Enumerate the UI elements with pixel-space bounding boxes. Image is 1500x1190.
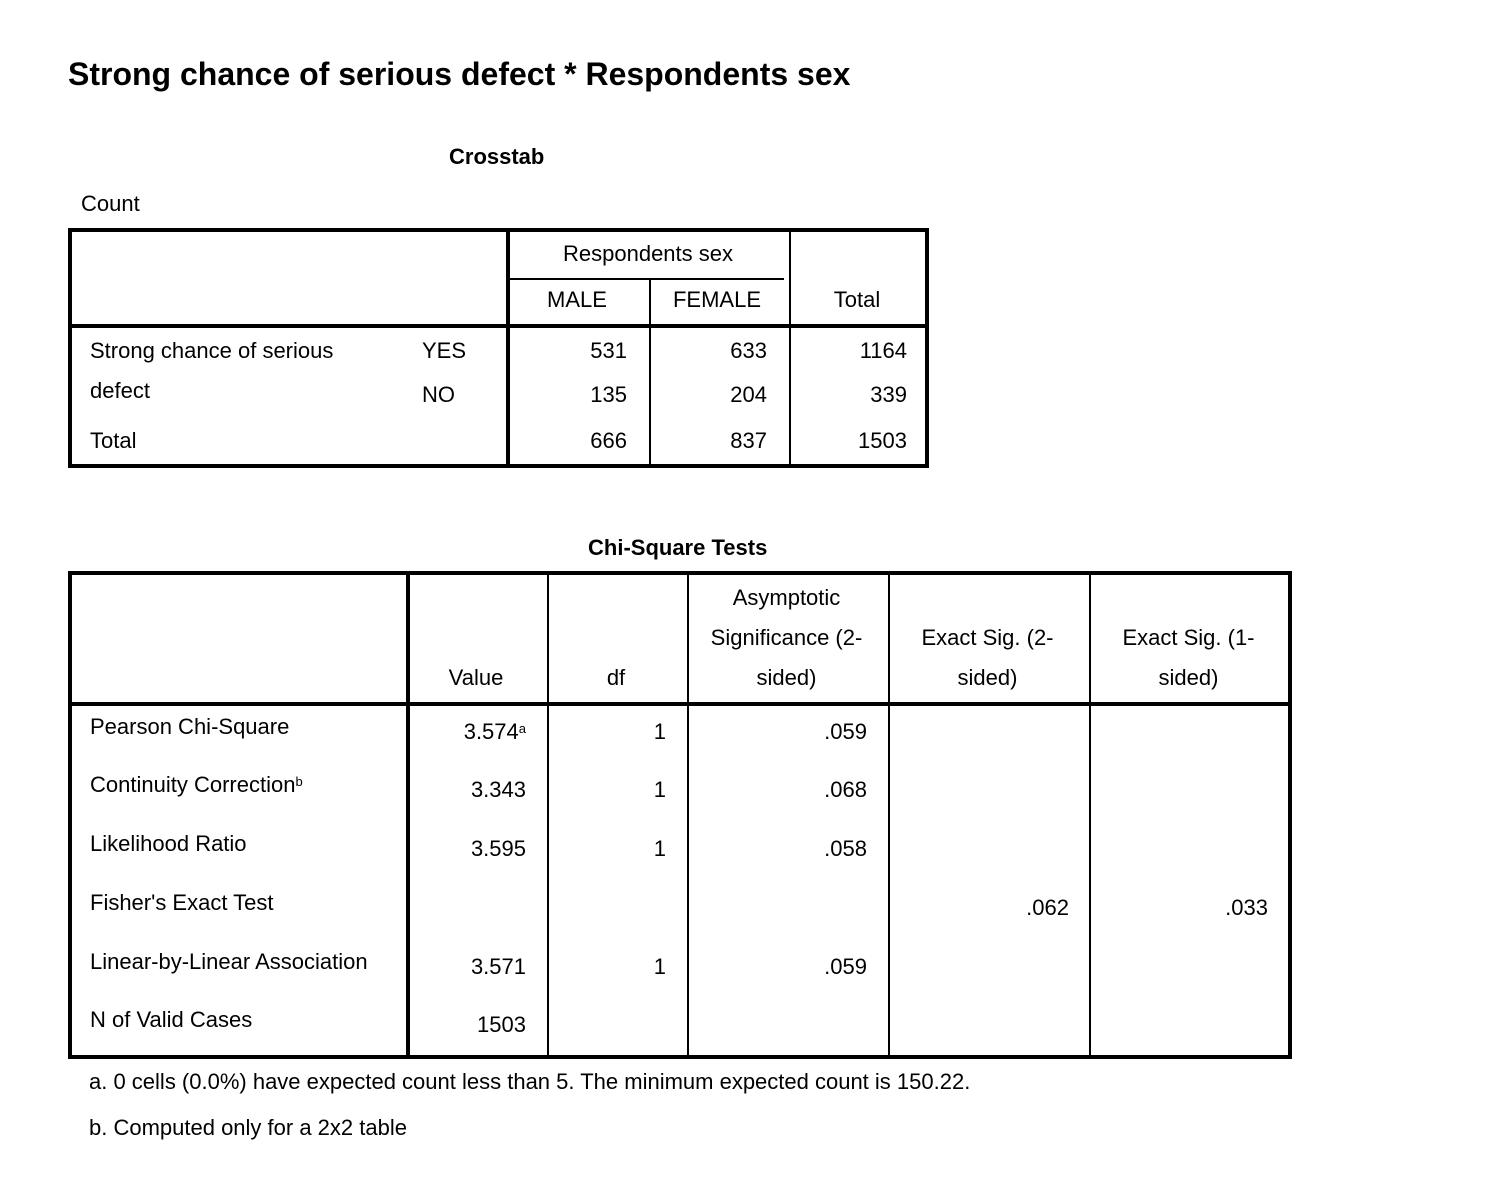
chi-row-label-text: Fisher's Exact Test: [90, 890, 274, 915]
chi-cell-exact2-text: .062: [1026, 895, 1069, 920]
count-label: Count: [81, 191, 140, 216]
footnote-b: b. Computed only for a 2x2 table: [89, 1115, 407, 1140]
chi-row-label: [90, 714, 289, 740]
chi-row-label: [90, 949, 368, 975]
chi-row-label-text: N of Valid Cases: [90, 1007, 253, 1032]
chi-cell-df-text: 1: [653, 954, 666, 979]
chi-cell-df: [547, 777, 666, 803]
chi-cell-exact1-text: .033: [1225, 895, 1268, 920]
chi-row-label: [90, 831, 247, 857]
header-df: df: [606, 665, 626, 690]
cell-total-total: 1503: [858, 428, 907, 453]
chi-square-caption: Chi-Square Tests: [588, 535, 768, 560]
chi-cell-asymp-text: .059: [824, 719, 867, 744]
row-category-no: NO: [422, 382, 455, 407]
chi-cell-df-text: 1: [653, 719, 666, 744]
footnote-a: a. 0 cells (0.0%) have expected count less than 5. The minimum expected count is 150.22.: [89, 1069, 971, 1094]
chi-cell-asymp-text: .068: [824, 777, 867, 802]
chi-cell-value: [406, 1012, 526, 1038]
chi-cell-value-text: 3.574: [463, 719, 519, 744]
chi-row-label: [90, 890, 274, 916]
chi-cell-exact1: [1089, 895, 1268, 921]
chi-cell-value-text: 1503: [477, 1012, 526, 1037]
chi-cell-asymp: [687, 954, 867, 980]
footnote-marker: b: [295, 774, 303, 789]
chi-cell-value: [406, 954, 526, 980]
header-exact1-line1: Exact Sig. (1-: [1122, 625, 1255, 650]
chi-row-label: [90, 1007, 252, 1033]
chi-cell-asymp: [687, 777, 867, 803]
cell-no-total: 339: [870, 382, 907, 407]
cell-no-female: 204: [730, 382, 767, 407]
footnote-marker: a: [518, 721, 526, 736]
chi-row-label-text: Linear-by-Linear Association: [90, 949, 368, 974]
chi-cell-df: [547, 954, 666, 980]
crosstab-caption: Crosstab: [449, 144, 545, 169]
chi-cell-asymp: [687, 836, 867, 862]
chi-row-label-text: Continuity Correction: [90, 772, 296, 797]
chi-cell-value: [406, 777, 526, 803]
header-asymptotic-line3: sided): [756, 665, 817, 690]
chi-cell-df-text: 1: [653, 836, 666, 861]
header-exact2-line2: sided): [957, 665, 1018, 690]
cell-total-male: 666: [590, 428, 627, 453]
chi-cell-exact2: [888, 895, 1069, 921]
header-asymptotic-line1: Asymptotic: [732, 585, 841, 610]
chi-cell-df: [547, 836, 666, 862]
chi-cell-asymp-text: .059: [824, 954, 867, 979]
chi-row-label-text: Pearson Chi-Square: [90, 714, 290, 739]
chi-cell-value: [406, 719, 526, 745]
chi-cell-value-text: 3.571: [470, 954, 526, 979]
chi-row-label: [90, 772, 303, 798]
chi-cell-df-text: 1: [653, 777, 666, 802]
total-header: Total: [833, 287, 881, 312]
row-category-yes: YES: [422, 338, 467, 363]
column-group-header: Respondents sex: [563, 241, 733, 266]
row-variable-label: Strong chance of serious: [90, 338, 334, 363]
row-variable-label-cont: defect: [90, 378, 150, 403]
cell-no-male: 135: [590, 382, 627, 407]
total-row-label: Total: [90, 428, 137, 453]
cell-yes-male: 531: [590, 338, 627, 363]
header-value: Value: [448, 665, 504, 690]
chi-cell-asymp: [687, 719, 867, 745]
cell-yes-female: 633: [730, 338, 767, 363]
chi-cell-value: [406, 836, 526, 862]
page-title: Strong chance of serious defect * Respondents sex: [68, 56, 851, 92]
column-header-female: FEMALE: [672, 287, 762, 312]
header-asymptotic-line2: Significance (2-: [710, 625, 863, 650]
column-header-male: MALE: [547, 287, 607, 312]
header-exact2-line1: Exact Sig. (2-: [921, 625, 1054, 650]
chi-cell-asymp-text: .058: [824, 836, 867, 861]
header-exact1-line2: sided): [1158, 665, 1219, 690]
chi-cell-df: [547, 719, 666, 745]
cell-yes-total: 1164: [859, 338, 907, 363]
cell-total-female: 837: [730, 428, 767, 453]
chi-cell-value-text: 3.595: [470, 836, 526, 861]
chi-cell-value-text: 3.343: [470, 777, 526, 802]
chi-row-label-text: Likelihood Ratio: [90, 831, 247, 856]
